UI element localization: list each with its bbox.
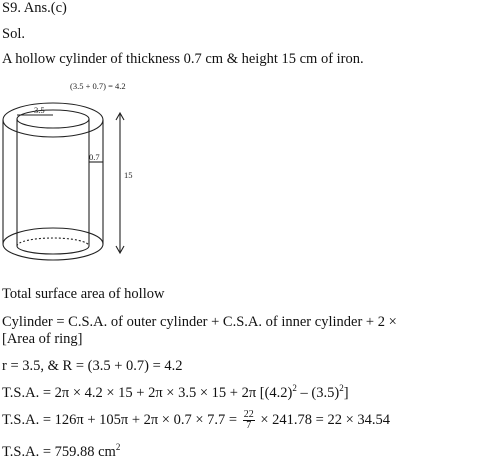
inner-bottom-ellipse <box>17 246 89 254</box>
outer-radius-label: (3.5 + 0.7) = 4.2 <box>70 81 126 91</box>
thickness-label: 0.7 <box>89 152 100 162</box>
sol-label: Sol. <box>2 26 25 42</box>
inner-radius-label: 3.5 <box>34 105 45 115</box>
tsa-line-2: T.S.A. = 126π + 105π + 2π × 0.7 × 7.7 = $\frac{22}{7}$ × 241.78 = 22 × 34.54 <box>2 409 391 431</box>
fraction-22-7: $\frac{22}{7}$ <box>243 409 254 431</box>
tsa-line-1: T.S.A. = 2π × 4.2 × 15 + 2π × 3.5 × 15 + 2π $[(4.2)^2 - (3.5)^2]$ <box>2 383 349 401</box>
formula-line-2: [Area of ring] <box>2 331 83 347</box>
inner-top-ellipse <box>17 110 89 128</box>
formula-line-1: Cylinder = C.S.A. of outer cylinder + C.S.A. of inner cylinder + 2 × <box>2 314 397 330</box>
question-label: S9. Ans.(c) <box>2 0 67 16</box>
outer-top-ellipse <box>3 103 103 137</box>
tsa-result: T.S.A. = 759.88 $cm^2$ <box>2 442 121 460</box>
radii-line: r = 3.5, & R = (3.5 + 0.7) = 4.2 <box>2 358 183 374</box>
tsa-heading: Total surface area of hollow <box>2 286 165 302</box>
height-label: 15 <box>124 170 133 180</box>
problem-statement: A hollow cylinder of thickness 0.7 cm & height 15 cm of iron. <box>2 51 364 67</box>
